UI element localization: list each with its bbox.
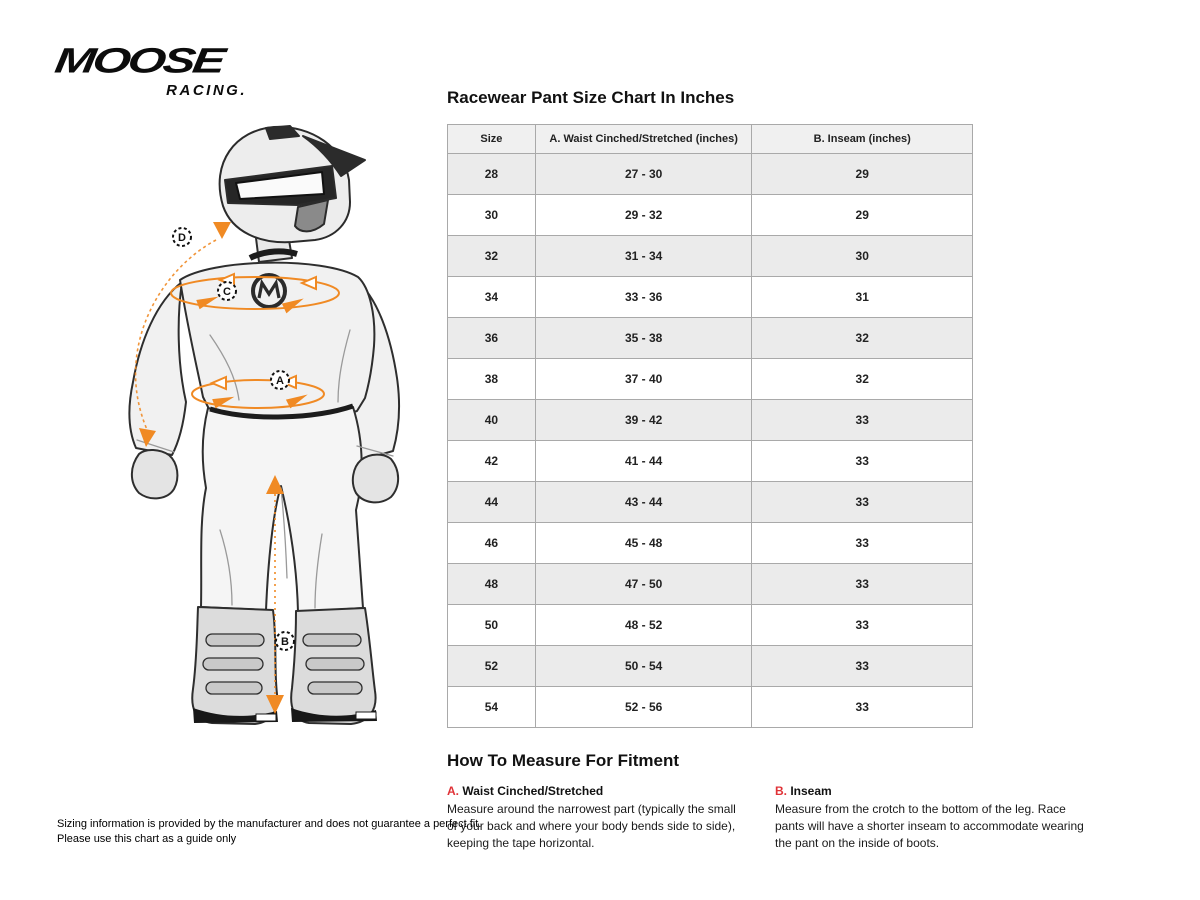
disclaimer	[57, 817, 481, 847]
column-header: Size	[448, 125, 536, 154]
table-row	[448, 564, 973, 605]
table-row	[448, 400, 973, 441]
column-header: B. Inseam (inches)	[752, 125, 973, 154]
table-cell: 48	[448, 564, 536, 605]
table-cell: 29	[752, 154, 973, 195]
table-cell: 47 - 50	[535, 564, 752, 605]
table-cell: 32	[448, 236, 536, 277]
table-cell: 42	[448, 441, 536, 482]
table-row	[448, 646, 973, 687]
brand-wordmark: MOOSE	[52, 41, 226, 81]
table-cell: 27 - 30	[535, 154, 752, 195]
table-cell: 30	[752, 236, 973, 277]
measure-item-inseam	[775, 784, 1087, 851]
size-chart-title: Racewear Pant Size Chart In Inches	[447, 88, 735, 107]
table-row	[448, 441, 973, 482]
table-row	[448, 687, 973, 728]
measure-letter-a: A.	[447, 784, 459, 798]
disclaimer-line-2: Please use this chart as a guide only	[57, 832, 237, 845]
table-cell: 45 - 48	[535, 523, 752, 564]
table-cell: 35 - 38	[535, 318, 752, 359]
table-cell: 33	[752, 687, 973, 728]
measure-letter-b: B.	[775, 784, 787, 798]
table-cell: 40	[448, 400, 536, 441]
brand-subtext: RACING.	[166, 82, 247, 100]
table-row	[448, 277, 973, 318]
table-cell: 32	[752, 359, 973, 400]
measure-shoulder-arrow	[213, 222, 231, 239]
svg-text:A: A	[276, 375, 284, 387]
table-cell: 52 - 56	[535, 687, 752, 728]
table-row	[448, 482, 973, 523]
table-cell: 38	[448, 359, 536, 400]
table-cell: 44	[448, 482, 536, 523]
table-cell: 46	[448, 523, 536, 564]
rider-helmet	[220, 126, 365, 242]
table-cell: 32	[752, 318, 973, 359]
size-table-header-row	[448, 125, 973, 154]
svg-text:C: C	[223, 286, 231, 298]
measure-text-waist: Measure around the narrowest part (typically the small of your back and where your body bends side to side), keeping the tape horizontal.	[447, 802, 736, 850]
table-cell: 37 - 40	[535, 359, 752, 400]
how-to-measure-section	[447, 751, 1127, 851]
table-row	[448, 154, 973, 195]
table-row	[448, 195, 973, 236]
table-cell: 33	[752, 523, 973, 564]
table-row	[448, 236, 973, 277]
table-cell: 54	[448, 687, 536, 728]
table-cell: 52	[448, 646, 536, 687]
measure-label-inseam: Inseam	[790, 784, 832, 798]
table-cell: 43 - 44	[535, 482, 752, 523]
table-cell: 50	[448, 605, 536, 646]
table-cell: 31 - 34	[535, 236, 752, 277]
table-cell: 48 - 52	[535, 605, 752, 646]
table-cell: 39 - 42	[535, 400, 752, 441]
table-cell: 50 - 54	[535, 646, 752, 687]
table-row	[448, 318, 973, 359]
table-cell: 28	[448, 154, 536, 195]
disclaimer-line-1: Sizing information is provided by the manufacturer and does not guarantee a perfect fit.	[57, 818, 482, 830]
table-cell: 33 - 36	[535, 277, 752, 318]
table-cell: 41 - 44	[535, 441, 752, 482]
table-cell: 33	[752, 564, 973, 605]
size-table-body	[448, 154, 973, 728]
table-row	[448, 359, 973, 400]
table-cell: 29	[752, 195, 973, 236]
table-cell: 33	[752, 441, 973, 482]
table-row	[448, 523, 973, 564]
table-cell: 34	[448, 277, 536, 318]
measure-label-waist: Waist Cinched/Stretched	[462, 784, 604, 798]
table-cell: 33	[752, 646, 973, 687]
table-cell: 29 - 32	[535, 195, 752, 236]
measure-text-inseam: Measure from the crotch to the bottom of the leg. Race pants will have a shorter inseam to accommodate wearing the pant on the inside of boots.	[775, 802, 1084, 850]
svg-text:D: D	[178, 232, 186, 244]
how-to-measure-title: How To Measure For Fitment	[447, 751, 680, 770]
size-chart-table	[447, 124, 973, 728]
table-cell: 33	[752, 400, 973, 441]
table-cell: 36	[448, 318, 536, 359]
table-cell: 33	[752, 482, 973, 523]
table-cell: 33	[752, 605, 973, 646]
rider-illustration	[60, 110, 440, 760]
table-cell: 30	[448, 195, 536, 236]
brand-logo	[52, 41, 247, 100]
svg-text:B: B	[281, 636, 289, 648]
measure-item-waist	[447, 784, 745, 851]
table-cell: 31	[752, 277, 973, 318]
table-row	[448, 605, 973, 646]
column-header: A. Waist Cinched/Stretched (inches)	[535, 125, 752, 154]
